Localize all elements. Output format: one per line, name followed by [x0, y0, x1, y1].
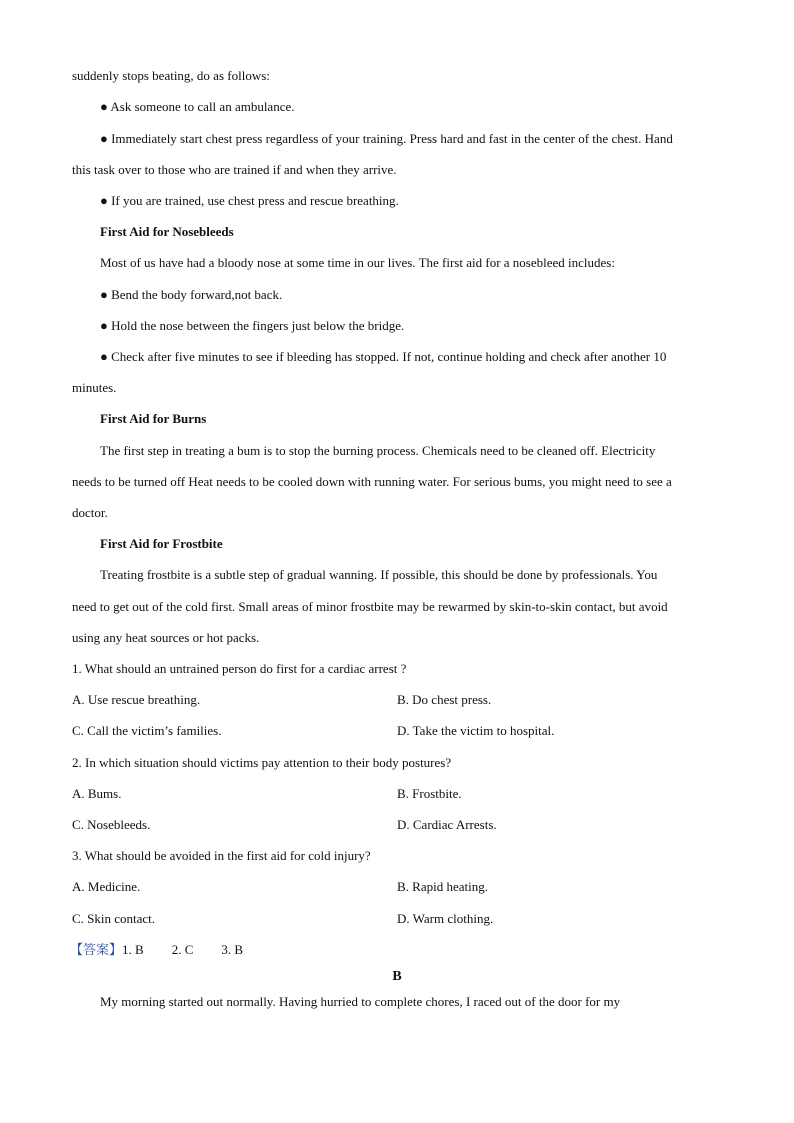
bullet-item: ● Bend the body forward,not back.: [100, 287, 283, 302]
option-a: A. Use rescue breathing.: [72, 692, 201, 707]
option-a: A. Medicine.: [72, 879, 141, 894]
question-stem: 3. What should be avoided in the first aid for cold injury?: [72, 848, 371, 863]
section-b-heading: B: [392, 969, 402, 984]
answer-1: 1. B: [122, 942, 144, 957]
option-c: C. Call the victim’s families.: [72, 723, 222, 738]
section-heading: First Aid for Frostbite: [100, 536, 223, 551]
question-stem: 2. In which situation should victims pay attention to their body postures?: [72, 755, 452, 770]
option-c: C. Nosebleeds.: [72, 817, 151, 832]
option-d: D. Take the victim to hospital.: [397, 723, 555, 738]
answer-2: 2. C: [171, 942, 194, 957]
text-line: The first step in treating a bum is to stop the burning process. Chemicals need to be cleaned off. Electricity: [100, 443, 656, 458]
text-line: need to get out of the cold first. Small areas of minor frostbite may be rewarmed by skin-to-skin contact, but avoid: [72, 599, 668, 614]
section-heading: First Aid for Burns: [100, 411, 207, 426]
text-line: Most of us have had a bloody nose at some time in our lives. The first aid for a nosebleed includes:: [100, 255, 615, 270]
bullet-item: ● Check after five minutes to see if bleeding has stopped. If not, continue holding and check after another 10: [100, 349, 667, 364]
bullet-item: ● Hold the nose between the fingers just below the bridge.: [100, 318, 405, 333]
text-line: minutes.: [72, 380, 117, 395]
text-line: this task over to those who are trained if and when they arrive.: [72, 162, 397, 177]
bullet-item: ● Immediately start chest press regardless of your training. Press hard and fast in the center of the chest. Hand: [100, 131, 673, 146]
bullet-item: ● Ask someone to call an ambulance.: [100, 99, 295, 114]
option-c: C. Skin contact.: [72, 911, 156, 926]
bullet-item: ● If you are trained, use chest press and rescue breathing.: [100, 193, 399, 208]
answer-line: [70, 942, 243, 958]
answer-tag: 【答案】: [70, 942, 123, 957]
text-line: suddenly stops beating, do as follows:: [72, 68, 270, 83]
option-d: D. Cardiac Arrests.: [397, 817, 497, 832]
option-b: B. Frostbite.: [397, 786, 462, 801]
text-line: using any heat sources or hot packs.: [72, 630, 260, 645]
section-heading: First Aid for Nosebleeds: [100, 224, 234, 239]
question-stem: 1. What should an untrained person do first for a cardiac arrest ?: [72, 661, 407, 676]
text-line: doctor.: [72, 505, 108, 520]
text-line: needs to be turned off Heat needs to be cooled down with running water. For serious bums, you might need to see a: [72, 474, 672, 489]
option-b: B. Do chest press.: [397, 692, 492, 707]
option-b: B. Rapid heating.: [397, 879, 488, 894]
text-line: Treating frostbite is a subtle step of gradual wanning. If possible, this should be done by professionals. You: [100, 567, 658, 582]
text-line: My morning started out normally. Having hurried to complete chores, I raced out of the door for my: [100, 994, 621, 1009]
option-a: A. Bums.: [72, 786, 122, 801]
answer-3: 3. B: [221, 942, 244, 957]
option-d: D. Warm clothing.: [397, 911, 494, 926]
